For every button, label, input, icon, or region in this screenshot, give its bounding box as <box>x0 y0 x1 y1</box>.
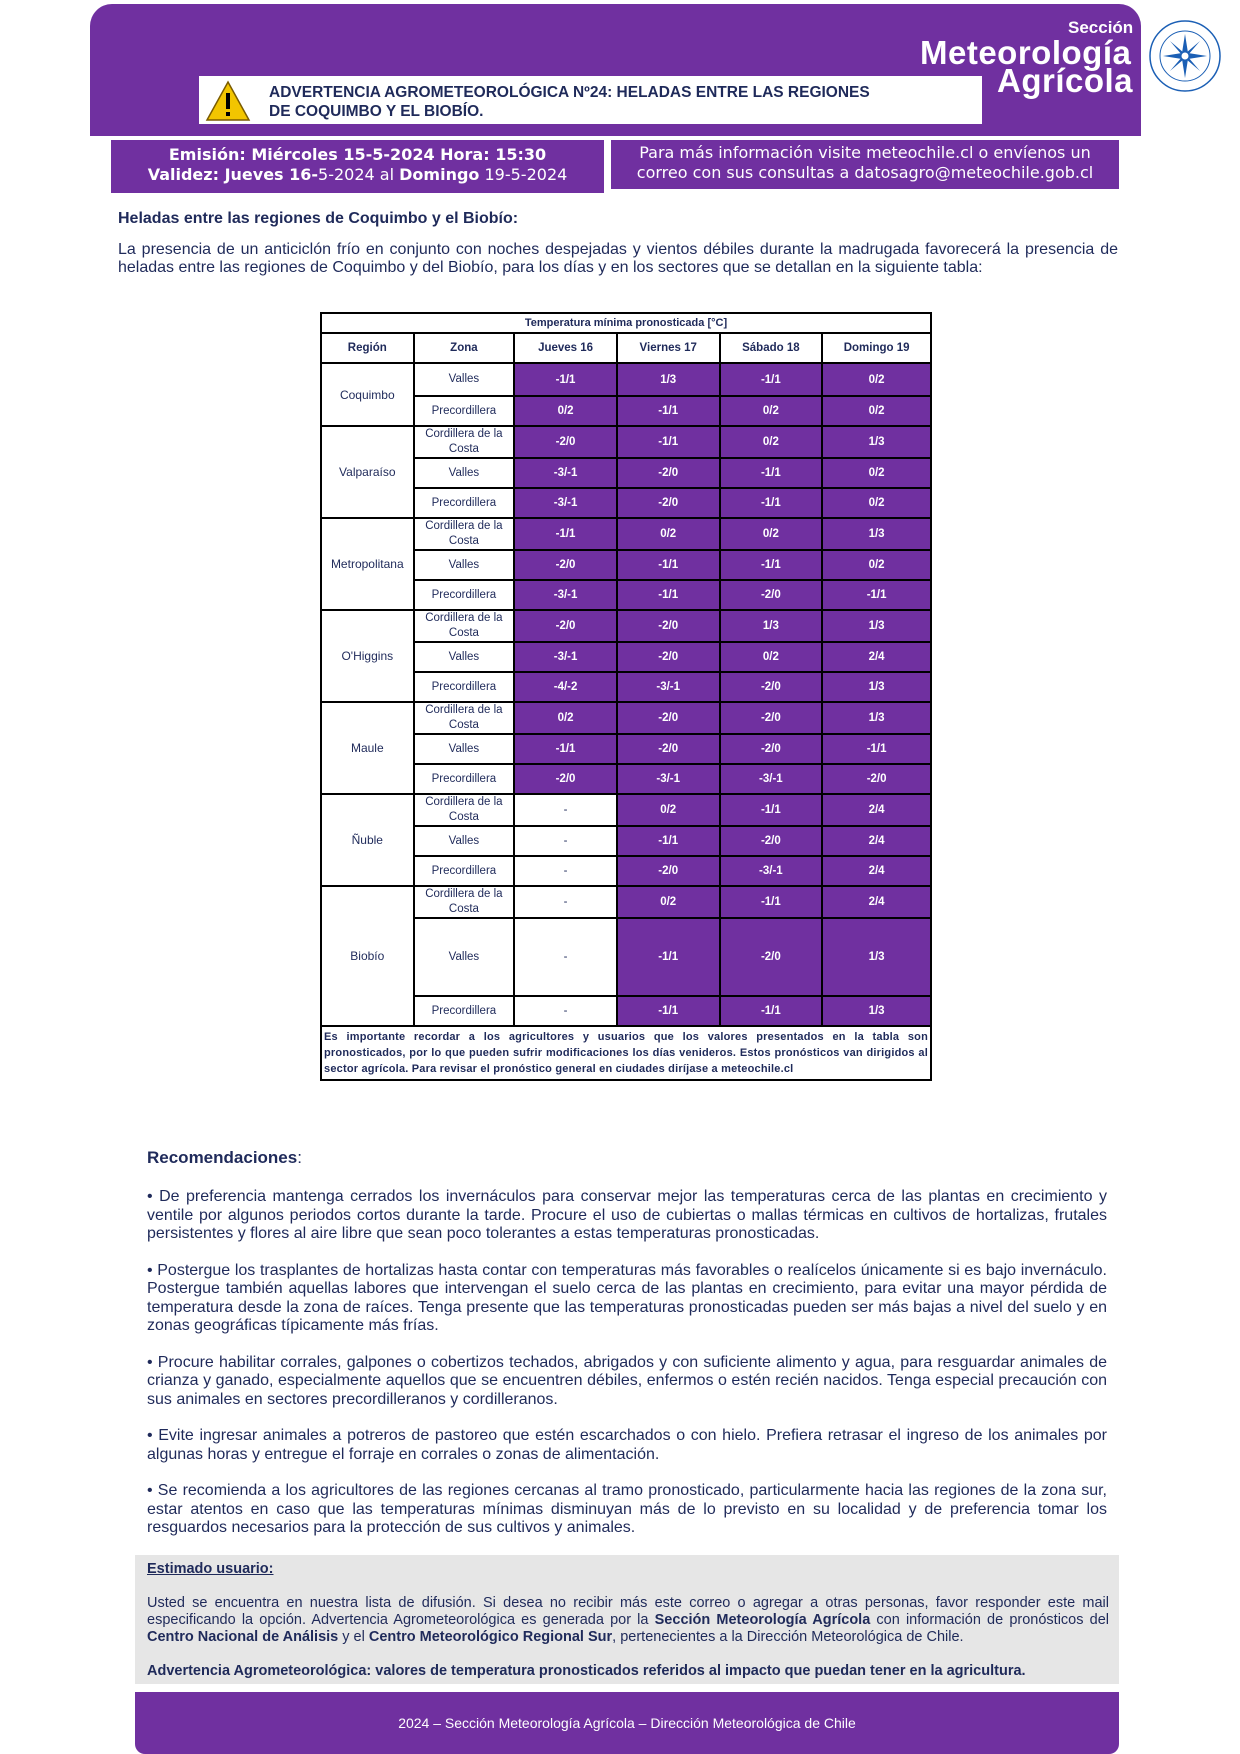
temperature-cell: -1/1 <box>720 996 823 1026</box>
temperature-cell: -1/1 <box>617 396 720 426</box>
temperature-cell: 0/2 <box>720 426 823 458</box>
temperature-cell: -3/-1 <box>720 764 823 794</box>
warning-title-line2: DE COQUIMBO Y EL BIOBÍO. <box>269 103 484 120</box>
column-header: Domingo 19 <box>822 333 931 363</box>
zone-cell: Cordillera de la Costa <box>414 518 515 550</box>
temperature-cell: -1/1 <box>822 580 931 610</box>
table-row <box>321 518 931 550</box>
temperature-cell: 1/3 <box>822 918 931 996</box>
temperature-cell: -3/-1 <box>617 672 720 702</box>
recommendation-item: • De preferencia mantenga cerrados los invernáculos para conservar mejor las temperaturas cerca de las plantas en crecimiento y ventile por algunos periodos cortos durante la tarde. Procure el uso de cubiertas o mallas térmicas en cultivos de hortalizas, frutales persistentes y flores al aire libre que sean poco tolerantes a estas temperaturas pronosticadas. <box>147 1188 1107 1242</box>
temperature-cell: 1/3 <box>822 518 931 550</box>
temperature-cell: -1/1 <box>617 550 720 580</box>
temperature-cell: -2/0 <box>617 610 720 642</box>
emission-box <box>111 140 604 193</box>
user-text-part: y el <box>338 1629 369 1645</box>
validity-start: Validez: Jueves 16- <box>147 165 319 184</box>
temperature-cell: 2/4 <box>822 856 931 886</box>
zone-cell: Valles <box>414 918 515 996</box>
contact-info-box <box>611 140 1119 189</box>
validity-mid: 5-2024 al <box>318 165 400 184</box>
user-notice-text <box>147 1595 1109 1646</box>
warning-title-line1: ADVERTENCIA AGROMETEOROLÓGICA Nº24: HELADAS ENTRE LAS REGIONES <box>269 84 870 101</box>
zone-cell: Cordillera de la Costa <box>414 610 515 642</box>
region-cell: Ñuble <box>321 794 414 886</box>
temperature-cell: -1/1 <box>514 518 617 550</box>
recommendations-title <box>147 1148 302 1168</box>
zone-cell: Valles <box>414 826 515 856</box>
region-cell: Valparaíso <box>321 426 414 518</box>
temperature-cell: -1/1 <box>617 826 720 856</box>
region-cell: Maule <box>321 702 414 794</box>
temperature-cell: -2/0 <box>514 426 617 458</box>
temperature-cell: -2/0 <box>720 702 823 734</box>
table-row <box>321 610 931 642</box>
user-text-bold: Sección Meteorología Agrícola <box>654 1612 871 1628</box>
warning-banner <box>197 74 984 126</box>
temperature-cell: -3/-1 <box>617 764 720 794</box>
temperature-cell: -2/0 <box>617 702 720 734</box>
temperature-cell: 0/2 <box>514 702 617 734</box>
intro-paragraph: La presencia de un anticiclón frío en conjunto con noches despejadas y vientos débiles durante la madrugada favorecerá la presencia de heladas entre las regiones de Coquimbo y del Biobío, para los días y en los sectores que se detallan en la siguiente tabla: <box>118 241 1118 276</box>
temperature-cell: 2/4 <box>822 886 931 918</box>
temperature-cell: 1/3 <box>617 363 720 396</box>
temperature-cell: -2/0 <box>617 642 720 672</box>
temperature-cell: - <box>514 794 617 826</box>
user-text-part: con información de pronósticos del <box>870 1612 1109 1628</box>
brand-seccion: Sección <box>1068 18 1134 37</box>
temperature-cell: 0/2 <box>822 458 931 488</box>
user-text-part: , pertenecientes a la Dirección Meteorológica de Chile. <box>612 1629 964 1645</box>
temperature-cell: 1/3 <box>822 702 931 734</box>
column-header: Viernes 17 <box>617 333 720 363</box>
temperature-cell: 0/2 <box>822 488 931 518</box>
recommendation-item: • Procure habilitar corrales, galpones o cobertizos techados, abrigados y con suficiente alimento y agua, para resguardar animales de crianza y ganado, especialmente aquellos que se encuentren débiles, enfermos o estén recién nacidos. Tenga especial precaución con sus animales en sectores precordilleranos y cordilleranos. <box>147 1353 1107 1408</box>
temperature-cell: -1/1 <box>720 363 823 396</box>
temperature-cell: 1/3 <box>822 996 931 1026</box>
temperature-cell: -2/0 <box>514 610 617 642</box>
column-header: Sábado 18 <box>720 333 823 363</box>
zone-cell: Cordillera de la Costa <box>414 794 515 826</box>
temperature-cell: -3/-1 <box>720 856 823 886</box>
column-header: Región <box>321 333 414 363</box>
temperature-cell: 0/2 <box>822 396 931 426</box>
zone-cell: Precordillera <box>414 996 515 1026</box>
table-row <box>321 702 931 734</box>
zone-cell: Valles <box>414 363 515 396</box>
zone-cell: Precordillera <box>414 672 515 702</box>
warning-triangle-icon <box>205 80 251 122</box>
column-header: Zona <box>414 333 515 363</box>
temperature-cell: - <box>514 826 617 856</box>
header-banner <box>90 4 1141 136</box>
forecast-table <box>320 312 932 1081</box>
temperature-cell: -3/-1 <box>514 580 617 610</box>
temperature-cell: -1/1 <box>514 734 617 764</box>
temperature-cell: - <box>514 996 617 1026</box>
temperature-cell: 0/2 <box>617 886 720 918</box>
temperature-cell: - <box>514 918 617 996</box>
temperature-cell: 2/4 <box>822 794 931 826</box>
temperature-cell: -1/1 <box>617 580 720 610</box>
temperature-cell: -1/1 <box>720 488 823 518</box>
zone-cell: Precordillera <box>414 580 515 610</box>
recommendation-item: • Postergue los trasplantes de hortalizas hasta contar con temperaturas más favorables o realícelos únicamente si es bajo invernáculo. Postergue también aquellas labores que intervengan el suelo cerca de las plantas en crecimiento, para evitar una mayor pérdida de temperatura desde la zona de raíces. Tenga presente que las temperaturas pronosticadas pueden ser más bajas a nivel del suelo y en zonas geográficas típicamente más frías. <box>147 1261 1107 1334</box>
meteochile-logo-icon <box>1145 16 1225 96</box>
region-cell: Metropolitana <box>321 518 414 610</box>
recommendations-title-text: Recomendaciones <box>147 1148 298 1167</box>
temperature-cell: 0/2 <box>617 794 720 826</box>
temperature-cell: -1/1 <box>617 426 720 458</box>
temperature-cell: 1/3 <box>822 672 931 702</box>
column-header: Jueves 16 <box>514 333 617 363</box>
temperature-cell: -2/0 <box>720 672 823 702</box>
table-row <box>321 426 931 458</box>
zone-cell: Valles <box>414 458 515 488</box>
user-text-bold: Centro Nacional de Análisis <box>147 1629 339 1645</box>
temperature-cell: 1/3 <box>720 610 823 642</box>
recommendations-list <box>147 1188 1107 1556</box>
temperature-cell: 2/4 <box>822 826 931 856</box>
table-row <box>321 363 931 396</box>
temperature-cell: -2/0 <box>617 458 720 488</box>
footer: 2024 – Sección Meteorología Agrícola – Dirección Meteorológica de Chile <box>135 1692 1119 1754</box>
validity-line <box>111 165 604 185</box>
zone-cell: Valles <box>414 642 515 672</box>
temperature-cell: 0/2 <box>720 518 823 550</box>
region-cell: Coquimbo <box>321 363 414 426</box>
region-cell: Biobío <box>321 886 414 1026</box>
temperature-cell: -2/0 <box>720 918 823 996</box>
temperature-cell: 1/3 <box>822 610 931 642</box>
temperature-cell: -1/1 <box>822 734 931 764</box>
region-cell: O'Higgins <box>321 610 414 702</box>
temperature-cell: -2/0 <box>617 734 720 764</box>
temperature-cell: - <box>514 856 617 886</box>
emission-date: Emisión: Miércoles 15-5-2024 Hora: 15:30 <box>168 145 547 164</box>
temperature-cell: -1/1 <box>617 996 720 1026</box>
temperature-cell: -2/0 <box>720 826 823 856</box>
contact-line2[interactable]: correo con sus consultas a datosagro@meteochile.gob.cl <box>636 163 1094 182</box>
warning-title <box>269 83 979 121</box>
temperature-cell: -1/1 <box>720 794 823 826</box>
temperature-cell: -1/1 <box>617 918 720 996</box>
zone-cell: Cordillera de la Costa <box>414 886 515 918</box>
temperature-cell: -2/0 <box>514 550 617 580</box>
temperature-cell: 0/2 <box>720 396 823 426</box>
zone-cell: Precordillera <box>414 396 515 426</box>
temperature-cell: -2/0 <box>514 764 617 794</box>
temperature-cell: 0/2 <box>514 396 617 426</box>
temperature-cell: 0/2 <box>822 550 931 580</box>
temperature-cell: -2/0 <box>720 734 823 764</box>
user-notice-box <box>135 1555 1119 1684</box>
brand-meteorologia: Meteorología <box>920 34 1132 71</box>
temperature-cell: -2/0 <box>617 488 720 518</box>
validity-day: Domingo <box>399 165 480 184</box>
zone-cell: Cordillera de la Costa <box>414 702 515 734</box>
table-row <box>321 886 931 918</box>
temperature-cell: -1/1 <box>514 363 617 396</box>
user-notice-tagline: Advertencia Agrometeorológica: valores de temperatura pronosticados referidos al impacto que puedan tener en la agricultura. <box>147 1663 1026 1679</box>
temperature-cell: -3/-1 <box>514 488 617 518</box>
temperature-cell: 0/2 <box>720 642 823 672</box>
section-title: Heladas entre las regiones de Coquimbo y el Biobío: <box>118 210 519 227</box>
zone-cell: Valles <box>414 734 515 764</box>
temperature-cell: -4/-2 <box>514 672 617 702</box>
temperature-cell: 0/2 <box>822 363 931 396</box>
user-notice-title: Estimado usuario: <box>147 1561 274 1577</box>
table-note: Es importante recordar a los agricultores y usuarios que los valores presentados en la tabla son pronosticados, por lo que pueden sufrir modificaciones los días venideros. Estos pronósticos van dirigidos al sector agrícola. Para revisar el pronóstico general en ciudades diríjase a meteochile.cl <box>321 1026 931 1080</box>
validity-end: 19-5-2024 <box>479 165 568 184</box>
temperature-cell: 0/2 <box>617 518 720 550</box>
temperature-cell: 1/3 <box>822 426 931 458</box>
temperature-cell: 2/4 <box>822 642 931 672</box>
temperature-cell: -3/-1 <box>514 458 617 488</box>
table-caption: Temperatura mínima pronosticada [°C] <box>321 313 931 333</box>
temperature-cell: -2/0 <box>822 764 931 794</box>
temperature-cell: -1/1 <box>720 550 823 580</box>
zone-cell: Precordillera <box>414 764 515 794</box>
user-text-bold: Centro Meteorológico Regional Sur <box>368 1629 613 1645</box>
zone-cell: Precordillera <box>414 856 515 886</box>
table-row <box>321 794 931 826</box>
table-header-row <box>321 333 931 363</box>
contact-line1[interactable]: Para más información visite meteochile.cl o envíenos un <box>639 143 1091 162</box>
temperature-cell: -3/-1 <box>514 642 617 672</box>
brand-agricola: Agrícola <box>997 62 1134 99</box>
temperature-cell: - <box>514 886 617 918</box>
temperature-cell: -2/0 <box>720 580 823 610</box>
temperature-cell: -1/1 <box>720 458 823 488</box>
zone-cell: Valles <box>414 550 515 580</box>
recommendations-title-colon: : <box>297 1148 302 1167</box>
temperature-cell: -1/1 <box>720 886 823 918</box>
recommendation-item: • Evite ingresar animales a potreros de pastoreo que estén escarchados o con hielo. Prefiera retrasar el ingreso de los animales por algunas horas y entregue el forraje en corrales o zonas de alimentación. <box>147 1427 1107 1463</box>
zone-cell: Cordillera de la Costa <box>414 426 515 458</box>
temperature-cell: -2/0 <box>617 856 720 886</box>
user-text-part: Usted se encuentra en nuestra lista de difusión. Si desea no recibir más este correo o agregar a otras personas, favor responder este mail especificando la opción. Advertencia Agrometeorológica es generada por la <box>147 1595 1109 1628</box>
recommendation-item: • Se recomienda a los agricultores de las regiones cercanas al tramo pronosticado, particularmente hacia las regiones de la zona sur, estar atentos en caso que las temperaturas mínimas disminuyan más de lo previsto en su localidad y de preferencia tomar los resguardos necesarios para la protección de sus cultivos y animales. <box>147 1482 1107 1536</box>
zone-cell: Precordillera <box>414 488 515 518</box>
